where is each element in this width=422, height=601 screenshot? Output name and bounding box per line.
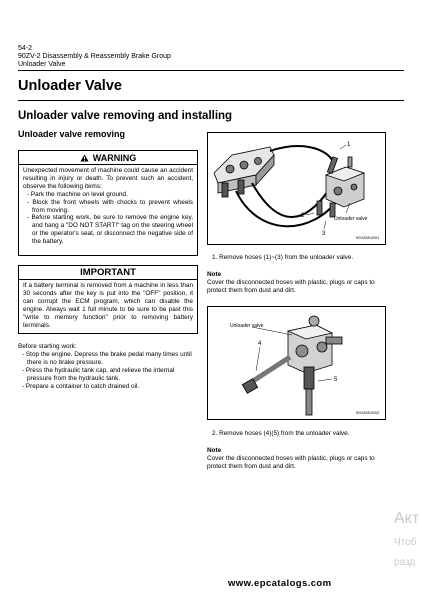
warning-list — [23, 191, 193, 246]
warning-box — [18, 150, 198, 256]
warning-triangle-icon — [80, 154, 89, 162]
warning-item: - Before starting work, be sure to remove the engine key, and hang a "DO NOT START!" tag on the steering wheel or the operator's seat, or disconnect the negative side of the battery. — [27, 214, 193, 246]
page-title: Unloader Valve — [18, 78, 122, 94]
before-work-label: Before starting work: — [18, 343, 77, 350]
page-number: 54-2 — [18, 45, 33, 52]
subsubheading: Unloader valve removing — [18, 129, 126, 139]
unloader-valve-drawing — [208, 133, 385, 244]
step-1: 1. Remove hoses (1)~(3) from the unloader valve. — [212, 254, 354, 261]
header-rule — [18, 70, 404, 71]
figure2-label: Unloader valve — [230, 323, 264, 329]
figure1-label: Unloader valve — [334, 216, 368, 222]
before-work-item: - Prepare a container to catch drained oil. — [22, 382, 140, 390]
callout-2: 2 — [301, 213, 305, 219]
note2-text: Cover the disconnected hoses with plastic, plugs or caps to protect them from dust and dirt. — [207, 455, 375, 470]
title-rule — [18, 100, 404, 101]
callout-5: 5 — [334, 377, 338, 383]
warning-label: WARNING — [92, 152, 137, 163]
unloader-valve-drawing-2 — [208, 307, 385, 419]
figure2-code: 90VZ6S4002 — [356, 410, 380, 415]
note1-label: Note — [207, 271, 222, 278]
watermark-line-3: разд — [394, 557, 416, 568]
footer-url[interactable]: www.epcatalogs.com — [228, 578, 332, 589]
before-work-item: - Press the hydraulic tank cap, and relieve the internal pressure from the hydraulic tank. — [22, 366, 175, 382]
section-title: 90ZV-2 Disassembly & Reassembly Brake Group — [18, 53, 171, 60]
note2-label: Note — [207, 447, 222, 454]
warning-intro: Unexpected movement of machine could cause an accident resulting in injury or death. To prevent such an accident, observe the following items: — [23, 167, 193, 190]
before-work-item: - Stop the engine. Depress the brake pedal many times until there is no brake pressure. — [22, 350, 192, 366]
subheading: Unloader valve removing and installing — [18, 110, 233, 122]
step-2: 2. Remove hoses (4)(5) from the unloader valve. — [212, 430, 350, 437]
watermark-line-1: Акт — [394, 510, 420, 527]
note1-text: Cover the disconnected hoses with plastic, plugs or caps to protect them from dust and dirt. — [207, 279, 375, 294]
figure-unloader-valve-hoses-4-5 — [207, 306, 386, 420]
warning-header — [19, 151, 197, 165]
before-work — [18, 343, 200, 390]
figure1-code: 90VZ6S4001 — [356, 235, 380, 240]
watermark-line-2: Чтоб — [394, 537, 417, 548]
callout-3: 3 — [322, 231, 326, 237]
warning-item: - Block the front wheels with chocks to prevent wheels from moving. — [27, 198, 193, 214]
warning-item: - Park the machine on level ground. — [27, 190, 128, 198]
section-subtitle: Unloader Valve — [18, 61, 66, 68]
figure-unloader-valve-hoses-1-3 — [207, 132, 386, 245]
important-body: If a battery terminal is removed from a machine in less than 30 seconds after the key is put into the "OFF" position, it can corrupt the ECM program, which can disable the engine. Always wait 1 full minute to be sure to be past this "write to memory function" prior to removing battery terminals. — [23, 282, 193, 329]
callout-4: 4 — [258, 341, 262, 347]
warning-body — [19, 165, 197, 248]
callout-1: 1 — [347, 142, 351, 148]
important-box — [18, 265, 198, 334]
important-header: IMPORTANT — [19, 266, 197, 280]
